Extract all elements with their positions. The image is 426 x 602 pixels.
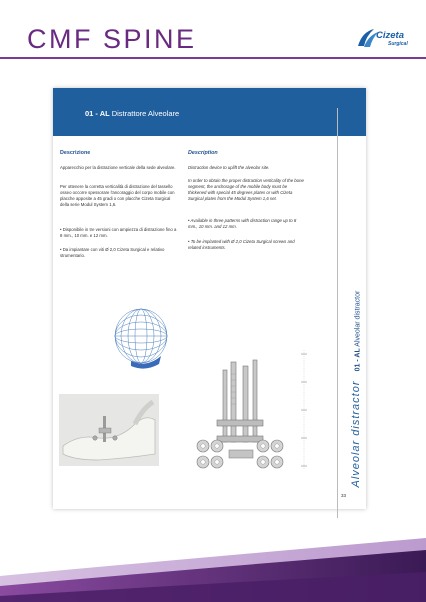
italian-paragraph-4: • Da impiantare con viti Ø 2,0 Cizeta Surgical e relativo strumentario. bbox=[60, 247, 165, 259]
footer-wave-decoration bbox=[0, 520, 426, 602]
page-header-title: CMF SPINE bbox=[27, 24, 197, 54]
italian-paragraph-2: Per ottenere la corretta verticalità di distrazione del tassello osseo occorre spessorare l'ancoraggio del corpo mobile con placche apposite a 45 gradi o con placche Cizeta Surgical della serie Modul System 1,6. bbox=[60, 184, 175, 208]
side-divider bbox=[337, 108, 338, 518]
english-paragraph-1: Distraction device to uplift the alveolar site. bbox=[188, 165, 270, 170]
english-heading: Description bbox=[188, 150, 218, 156]
side-code: 01 - AL bbox=[354, 348, 362, 372]
english-paragraph-2: In order to obtain the proper distraction verticality of the bone segment, the anchorage of the mobile body must be thickened with special 45 degrees plates or with Cizeta Surgical plates from the Modul System 1,6 set. bbox=[188, 178, 304, 202]
page-banner bbox=[53, 88, 366, 136]
italian-paragraph-3: • Disponibile in tre versioni con ampiezza di distrazione fino a 8 mm., 10 mm. e 12 mm. bbox=[60, 227, 177, 239]
banner-code: 01 - AL bbox=[85, 109, 110, 118]
scale-ruler bbox=[299, 350, 309, 470]
italian-paragraph-1: Apparecchio per la distrazione verticale della sede alveolare. bbox=[60, 165, 176, 170]
side-label-small bbox=[355, 291, 362, 372]
italian-heading: Descrizione bbox=[60, 150, 91, 156]
page-number: 33 bbox=[341, 493, 347, 498]
distractor-device-illustration bbox=[193, 350, 289, 480]
head-wireframe-illustration bbox=[111, 306, 171, 374]
logo-brand-text: Cizeta bbox=[376, 30, 404, 41]
side-title-small: Alveolar distractor bbox=[354, 290, 362, 347]
header-rule bbox=[0, 57, 426, 59]
jaw-device-illustration bbox=[59, 394, 159, 466]
english-paragraph-4: • To be implanted with Ø 2,0 Cizeta Surgical screws and related instruments. bbox=[188, 239, 295, 251]
banner-title bbox=[85, 109, 179, 118]
logo-sub-text: Surgical bbox=[388, 41, 408, 47]
side-title-big: Alveolar distractor bbox=[350, 380, 362, 488]
english-paragraph-3: • Available in three patterns with distraction range up to 8 mm., 10 mm. and 12 mm. bbox=[188, 218, 297, 230]
banner-product-name: Distrattore Alveolare bbox=[111, 109, 180, 118]
catalog-page bbox=[53, 88, 366, 509]
